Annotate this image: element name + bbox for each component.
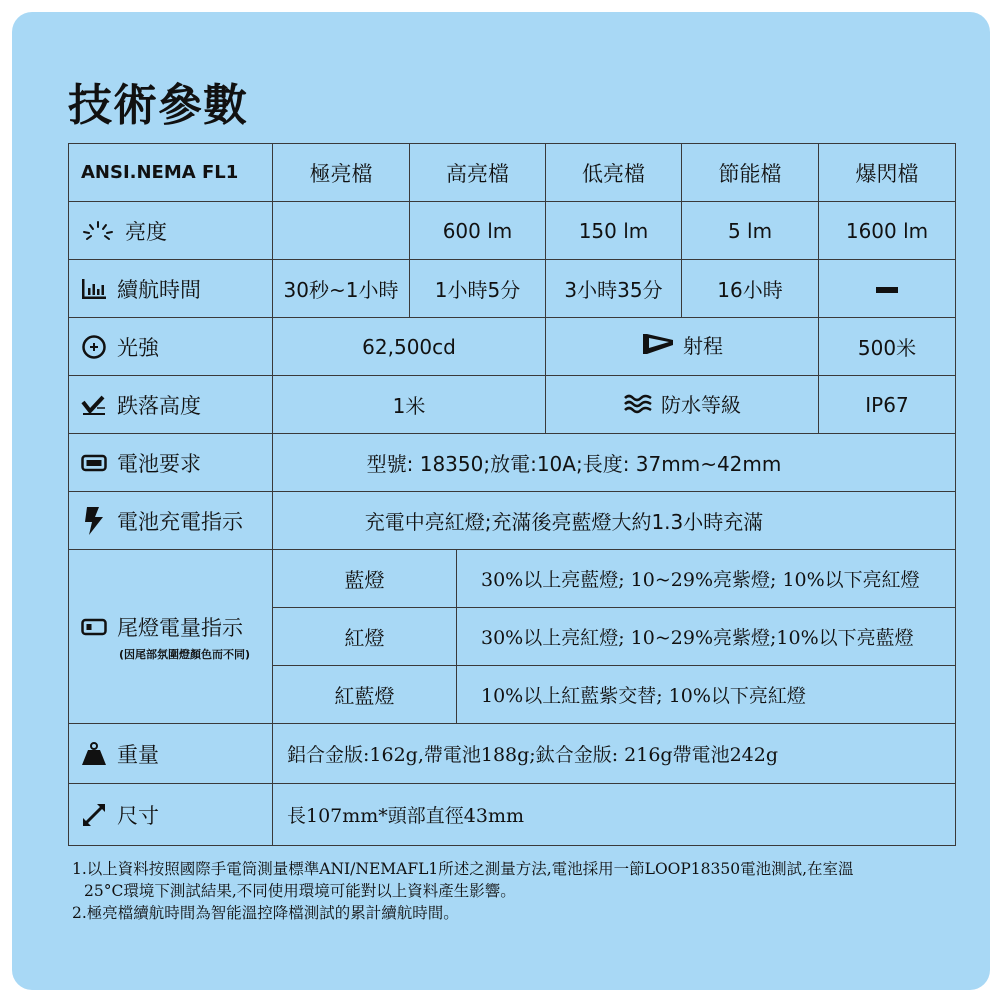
- model-standard: ANSI.NEMA FL1: [69, 144, 273, 202]
- tail-label: 尾燈電量指示: [117, 615, 243, 640]
- runtime-label: 續航時間: [117, 277, 201, 302]
- tail-light-name: 藍燈: [273, 550, 457, 608]
- runtime-value: 3小時35分: [546, 260, 682, 318]
- runtime-value: 30秒~1小時: [273, 260, 410, 318]
- brightness-value: 600 lm: [410, 202, 546, 260]
- range-label-cell: [546, 318, 819, 376]
- impact-value: 1米: [273, 376, 546, 434]
- runtime-row: [69, 260, 956, 318]
- weight-icon: [81, 741, 107, 767]
- battery-label: 電池要求: [117, 451, 201, 476]
- waves-icon: [623, 393, 653, 420]
- brightness-value: 150 lm: [546, 202, 682, 260]
- dash-icon: [876, 287, 898, 293]
- impact-row: [69, 376, 956, 434]
- tail-row: [69, 550, 956, 608]
- impact-label-cell: [69, 376, 273, 434]
- waterproof-value: IP67: [819, 376, 956, 434]
- size-label: 尺寸: [117, 803, 159, 828]
- size-row: [69, 784, 956, 846]
- battery-value: [273, 434, 956, 492]
- intensity-label-cell: [69, 318, 273, 376]
- runtime-value: 1小時5分: [410, 260, 546, 318]
- charging-text: 充電中亮紅燈;充滿後亮藍燈大約1.3小時充滿: [364, 510, 764, 534]
- lightning-icon: [81, 506, 107, 536]
- resize-arrows-icon: [81, 802, 107, 828]
- mode-header: 極亮檔: [273, 144, 410, 202]
- weight-value: 鋁合金版:162g,帶電池188g;鈦合金版: 216g帶電池242g: [273, 724, 956, 784]
- target-icon: [81, 334, 107, 360]
- brightness-row: [69, 202, 956, 260]
- intensity-label: 光強: [117, 335, 159, 360]
- brightness-value: [273, 202, 410, 260]
- sparkle-icon: [81, 220, 115, 242]
- footnote-line: 25°C環境下測試結果,不同使用環境可能對以上資料產生影響。: [84, 882, 516, 900]
- battery-label-cell: [69, 434, 273, 492]
- runtime-not-applicable: [819, 260, 956, 318]
- battery-text: 型號: 18350;放電:10A;長度: 37mm~42mm: [366, 452, 782, 476]
- footnotes: [72, 858, 972, 924]
- impact-icon: [81, 394, 107, 416]
- tail-label-cell: [69, 550, 273, 724]
- charging-row: [69, 492, 956, 550]
- brightness-value: 5 lm: [682, 202, 819, 260]
- intensity-value: 62,500cd: [273, 318, 546, 376]
- footnote-line: 1.以上資料按照國際手電筒測量標準ANI/NEMAFL1所述之測量方法,電池採用一節LOOP18350電池測試,在室溫: [72, 860, 854, 878]
- waterproof-label-cell: [546, 376, 819, 434]
- mode-header: 低亮檔: [546, 144, 682, 202]
- footnote-line: 2.極亮檔續航時間為智能溫控降檔測試的累計續航時間。: [72, 904, 459, 922]
- tail-light-desc: 10%以上紅藍紫交替; 10%以下亮紅燈: [457, 666, 956, 724]
- mode-header: 高亮檔: [410, 144, 546, 202]
- beam-icon: [641, 332, 675, 363]
- weight-label-cell: [69, 724, 273, 784]
- charging-value: [273, 492, 956, 550]
- bar-chart-icon: [81, 277, 107, 301]
- weight-row: [69, 724, 956, 784]
- runtime-label-cell: [69, 260, 273, 318]
- tail-battery-icon: [81, 618, 107, 636]
- spec-table: [68, 143, 956, 846]
- runtime-value: 16小時: [682, 260, 819, 318]
- intensity-row: [69, 318, 956, 376]
- battery-icon: [81, 454, 107, 472]
- range-value: 500米: [819, 318, 956, 376]
- mode-header: 爆閃檔: [819, 144, 956, 202]
- header-row: [69, 144, 956, 202]
- charging-label-cell: [69, 492, 273, 550]
- battery-row: [69, 434, 956, 492]
- tail-light-name: 紅藍燈: [273, 666, 457, 724]
- range-label: 射程: [683, 334, 723, 358]
- mode-header: 節能檔: [682, 144, 819, 202]
- size-label-cell: [69, 784, 273, 846]
- charging-label: 電池充電指示: [117, 509, 243, 534]
- brightness-value: 1600 lm: [819, 202, 956, 260]
- tail-light-desc: 30%以上亮藍燈; 10~29%亮紫燈; 10%以下亮紅燈: [457, 550, 956, 608]
- page-title: 技術參數: [68, 80, 248, 131]
- tail-light-desc: 30%以上亮紅燈; 10~29%亮紫燈;10%以下亮藍燈: [457, 608, 956, 666]
- tail-light-name: 紅燈: [273, 608, 457, 666]
- brightness-label: 亮度: [125, 219, 167, 244]
- waterproof-label: 防水等級: [661, 393, 741, 417]
- weight-label: 重量: [117, 742, 159, 767]
- brightness-label-cell: [69, 202, 273, 260]
- size-value: 長107mm*頭部直徑43mm: [273, 784, 956, 846]
- tail-sublabel: (因尾部氛圍燈顏色而不同): [119, 647, 251, 661]
- impact-label: 跌落高度: [117, 393, 201, 418]
